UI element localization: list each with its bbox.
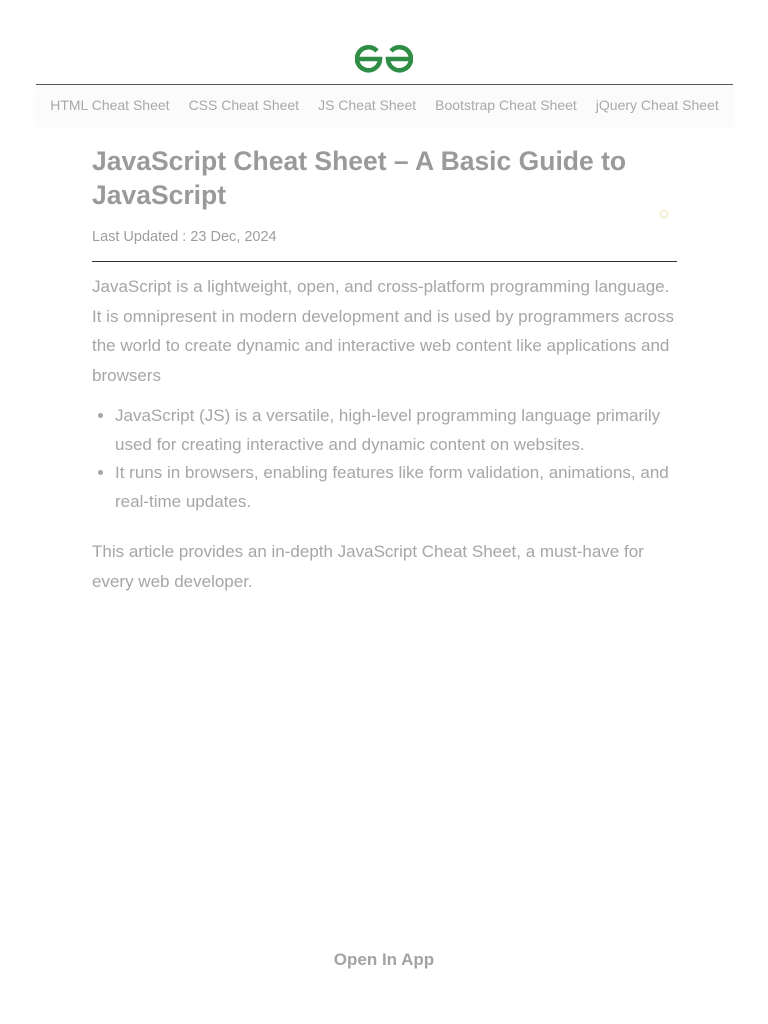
last-updated	[92, 228, 677, 246]
list-item: • JavaScript (JS) is a versatile, high-level programming language primarily used for creating interactive and dynamic content on websites.	[115, 402, 677, 459]
nav-item-html[interactable]: HTML Cheat Sheet	[50, 97, 170, 113]
page-title: JavaScript Cheat Sheet – A Basic Guide to JavaScript	[92, 146, 627, 210]
gfg-logo-icon	[355, 42, 413, 76]
nav-item-css[interactable]: CSS Cheat Sheet	[188, 97, 300, 113]
list-item: • It runs in browsers, enabling features like form validation, animations, and real-time updates.	[115, 459, 677, 516]
title-divider	[92, 261, 677, 262]
closing-paragraph: This article provides an in-depth JavaScript Cheat Sheet, a must-have for every web developer.	[92, 542, 644, 591]
site-logo[interactable]	[0, 42, 768, 78]
cheatsheet-nav	[36, 86, 733, 124]
article	[92, 144, 677, 596]
nav-item-jquery[interactable]: jQuery Cheat Sheet	[595, 97, 719, 113]
nav-item-js[interactable]: JS Cheat Sheet	[318, 97, 417, 113]
nav-item-bootstrap[interactable]: Bootstrap Cheat Sheet	[435, 97, 577, 113]
last-updated-label: Last Updated :	[92, 229, 187, 245]
last-updated-date: 23 Dec, 2024	[190, 229, 277, 245]
intro-paragraph: JavaScript is a lightweight, open, and cross-platform programming language. It is omnipresent in modern development and is used by programmers across the world to create dynamic and interactive web content like applications and browsers	[92, 277, 675, 385]
feature-list	[92, 402, 677, 516]
header-divider	[36, 84, 733, 85]
open-in-app-button[interactable]: Open In App	[333, 950, 435, 969]
